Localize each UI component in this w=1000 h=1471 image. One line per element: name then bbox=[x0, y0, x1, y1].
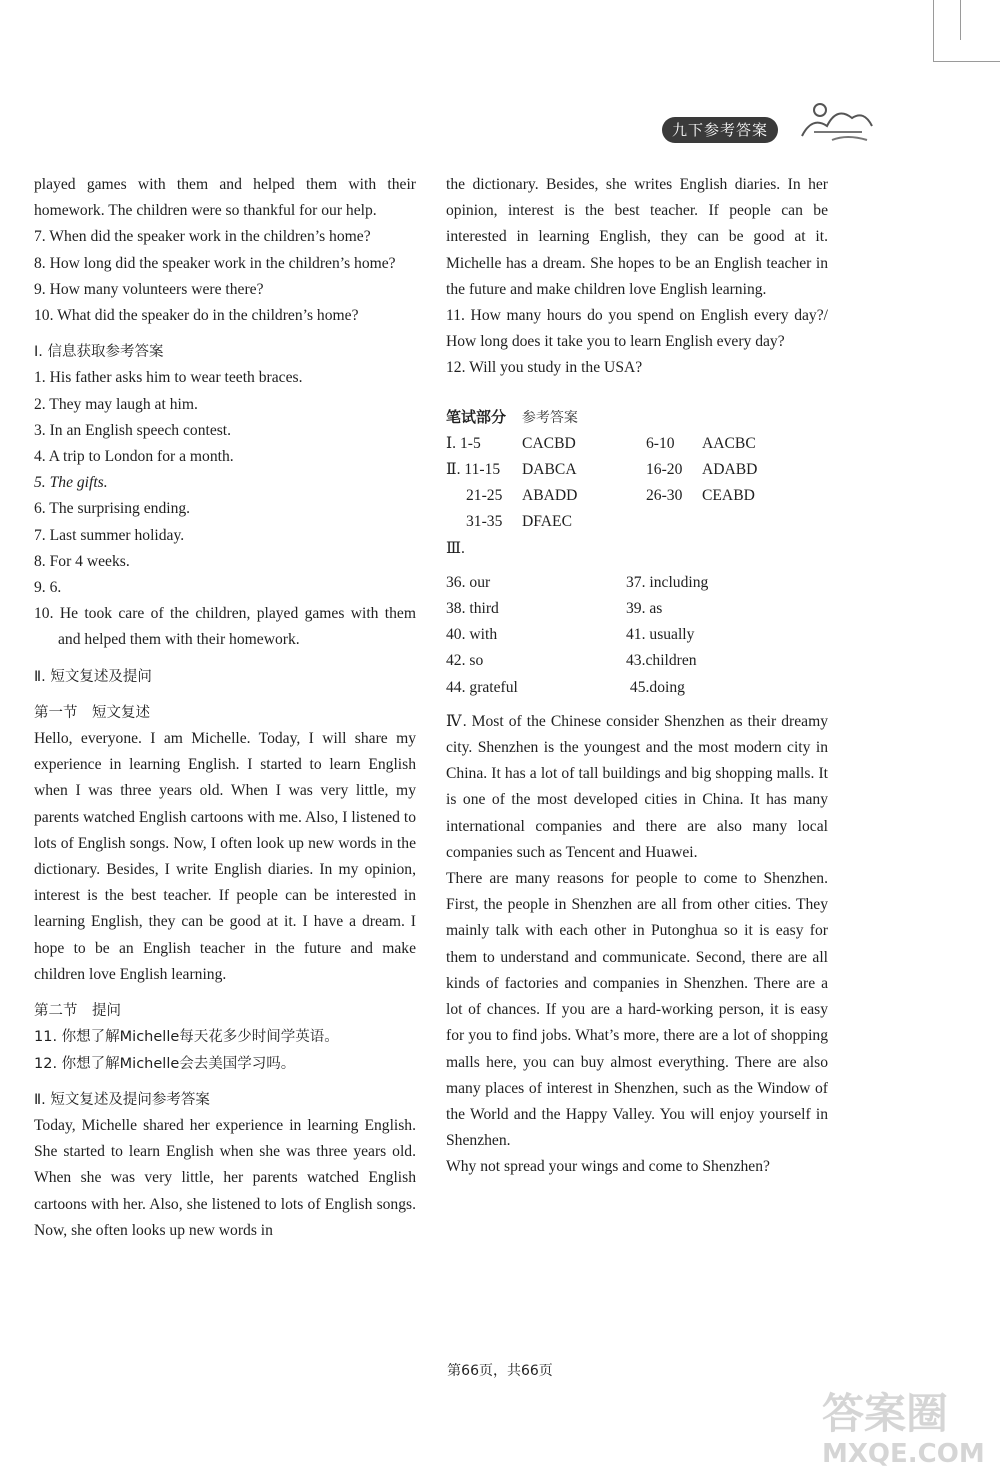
mc-answer: AACBC bbox=[702, 434, 756, 452]
question-8: 8. How long did the speaker work in the children’s home? bbox=[34, 254, 396, 272]
answer-8: 8. For 4 weeks. bbox=[34, 552, 130, 570]
question-10: 10. What did the speaker do in the children’s home? bbox=[34, 307, 359, 325]
fill-answer: 45.doing bbox=[626, 678, 685, 696]
multiple-choice-answers bbox=[446, 431, 828, 536]
answer-9: 9. 6. bbox=[34, 579, 62, 597]
mc-range: 16-20 bbox=[646, 461, 683, 479]
mc-answer: ADABD bbox=[702, 461, 758, 479]
fill-answer: 37. including bbox=[626, 573, 709, 591]
right-column bbox=[446, 172, 828, 1181]
mc-answer bbox=[702, 509, 792, 535]
section2-answer-text: Today, Michelle shared her experience in learning English. She started to learn English when she was three years old. When she was very little, her parents watched English cartoons with her. Also, she listened to lots of English songs. Now, she often looks up new words in bbox=[34, 1116, 416, 1239]
crop-mark-horizontal bbox=[933, 61, 1000, 62]
mc-answer: DFAEC bbox=[522, 513, 572, 531]
section1-title: Ⅰ. 信息获取参考答案 bbox=[34, 344, 164, 361]
answer-7: 7. Last summer holiday. bbox=[34, 526, 185, 544]
part1-title: 第一节 短文复述 bbox=[34, 704, 150, 721]
mc-range: 31-35 bbox=[466, 513, 503, 531]
mc-answer: ABADD bbox=[522, 487, 578, 505]
question-12-answer: 12. Will you study in the USA? bbox=[446, 359, 643, 377]
part2-title: 第二节 提问 bbox=[34, 1003, 121, 1020]
fill-in-answers bbox=[446, 570, 828, 701]
section4-paragraph-2: There are many reasons for people to come to Shenzhen. First, the people in Shenzhen are all from other cities. They mainly talk with each other in Putonghua so it is easy for them to understand and communicate. Second, there are all kinds of factories and companies in Shenzhen. There are a lot of chances. If you are a hard-working person, it is easy for you to find jobs. What’s more, there are a lot of shopping malls here, you can buy almost everything. There are also many places of interest in Shenzhen, such as the Window of the World and the Happy Valley. You will enjoy yourself in Shenzhen. bbox=[446, 870, 828, 1150]
section2-answer-title: Ⅱ. 短文复述及提问参考答案 bbox=[34, 1091, 210, 1108]
section4-paragraph-3: Why not spread your wings and come to Shenzhen? bbox=[446, 1158, 770, 1176]
mc-range bbox=[646, 509, 702, 535]
mc-answer: CEABD bbox=[702, 487, 755, 505]
written-section-title: 笔试部分 bbox=[446, 407, 507, 426]
header-badge: 九下参考答案 bbox=[662, 117, 778, 143]
question-7: 7. When did the speaker work in the children’s home? bbox=[34, 228, 371, 246]
mc-row bbox=[446, 509, 828, 535]
fill-answer: 38. third bbox=[446, 600, 499, 618]
mc-range: Ⅱ. 11-15 bbox=[446, 461, 501, 479]
question-9: 9. How many volunteers were there? bbox=[34, 280, 264, 298]
section2-title: Ⅱ. 短文复述及提问 bbox=[34, 668, 152, 685]
fill-answer: 42. so bbox=[446, 652, 484, 670]
mc-answer: CACBD bbox=[522, 434, 576, 452]
section3-label: Ⅲ. bbox=[446, 539, 465, 557]
mc-range: Ⅰ. 1-5 bbox=[446, 434, 481, 452]
section4-paragraph-1: Ⅳ. Most of the Chinese consider Shenzhen as their dreamy city. Shenzhen is the youngest and the most modern city in China. It has a lot of tall buildings and big shopping malls. It is one of the most developed cities in China. It has many international companies and there are also many local companies such as Tencent and Huawei. bbox=[446, 712, 828, 861]
answer-1: 1. His father asks him to wear teeth braces. bbox=[34, 369, 303, 387]
fill-answer: 39. as bbox=[626, 600, 663, 618]
mc-row bbox=[446, 457, 828, 483]
answer-4: 4. A trip to London for a month. bbox=[34, 448, 234, 466]
answer-5: 5. The gifts. bbox=[34, 474, 108, 492]
fill-answer: 43.children bbox=[626, 652, 697, 670]
answer-10: 10. He took care of the children, played games with them and helped them with their homework. bbox=[34, 605, 416, 649]
watermark-line2: MXQE.COM bbox=[822, 1439, 985, 1468]
mc-range: 6-10 bbox=[646, 434, 675, 452]
part2-item-11: 11. 你想了解Michelle每天花多少时间学英语。 bbox=[34, 1029, 339, 1046]
answer-2: 2. They may laugh at him. bbox=[34, 395, 198, 413]
right-continued-text: the dictionary. Besides, she writes English diaries. In her opinion, interest is the best teacher. If people can be interested in learning English, they can be good at it. Michelle has a dream. She hopes to be an English teacher in the future and make children love English learning. bbox=[446, 176, 828, 298]
crop-mark-vertical bbox=[933, 0, 934, 62]
mc-range: 21-25 bbox=[466, 487, 503, 505]
part2-item-12: 12. 你想了解Michelle会去美国学习吗。 bbox=[34, 1055, 296, 1072]
written-section-subtitle: 参考答案 bbox=[521, 409, 578, 426]
left-intro-text: played games with them and helped them with their homework. The children were so thankful for our help. bbox=[34, 176, 416, 220]
mc-row bbox=[446, 483, 828, 509]
mc-answer: DABCA bbox=[522, 461, 577, 479]
crop-mark-vertical-2 bbox=[960, 0, 961, 40]
fill-answer: 40. with bbox=[446, 626, 498, 644]
mc-row bbox=[446, 431, 828, 457]
fill-answer: 41. usually bbox=[626, 626, 695, 644]
answer-3: 3. In an English speech contest. bbox=[34, 421, 232, 439]
fill-answer: 36. our bbox=[446, 573, 491, 591]
page-number: 第66页，共66页 bbox=[447, 1363, 553, 1379]
left-column bbox=[34, 172, 416, 1244]
mascot-logo-icon bbox=[792, 96, 882, 146]
watermark-logo-icon bbox=[818, 1380, 993, 1468]
question-11-answer: 11. How many hours do you spend on English every day?/ How long does it take you to learn English every day? bbox=[446, 307, 828, 351]
answer-6: 6. The surprising ending. bbox=[34, 500, 191, 518]
part1-text: Hello, everyone. I am Michelle. Today, I will share my experience in learning English. I started to learn English when I was three years old. When I was very little, my parents watched English cartoons with me. Also, I listened to lots of English songs. Now, I often look up new words in the dictionary. Besides, I write English diaries. In my opinion, interest is the best teacher. If people can be interested in learning English, they can be good at it. I have a dream. I hope to be an English teacher in the future and make children love English learning. bbox=[34, 730, 416, 983]
mc-range: 26-30 bbox=[646, 487, 683, 505]
watermark-line1: 答案圈 bbox=[822, 1389, 949, 1438]
written-section-heading bbox=[446, 404, 828, 431]
fill-answer: 44. grateful bbox=[446, 678, 518, 696]
